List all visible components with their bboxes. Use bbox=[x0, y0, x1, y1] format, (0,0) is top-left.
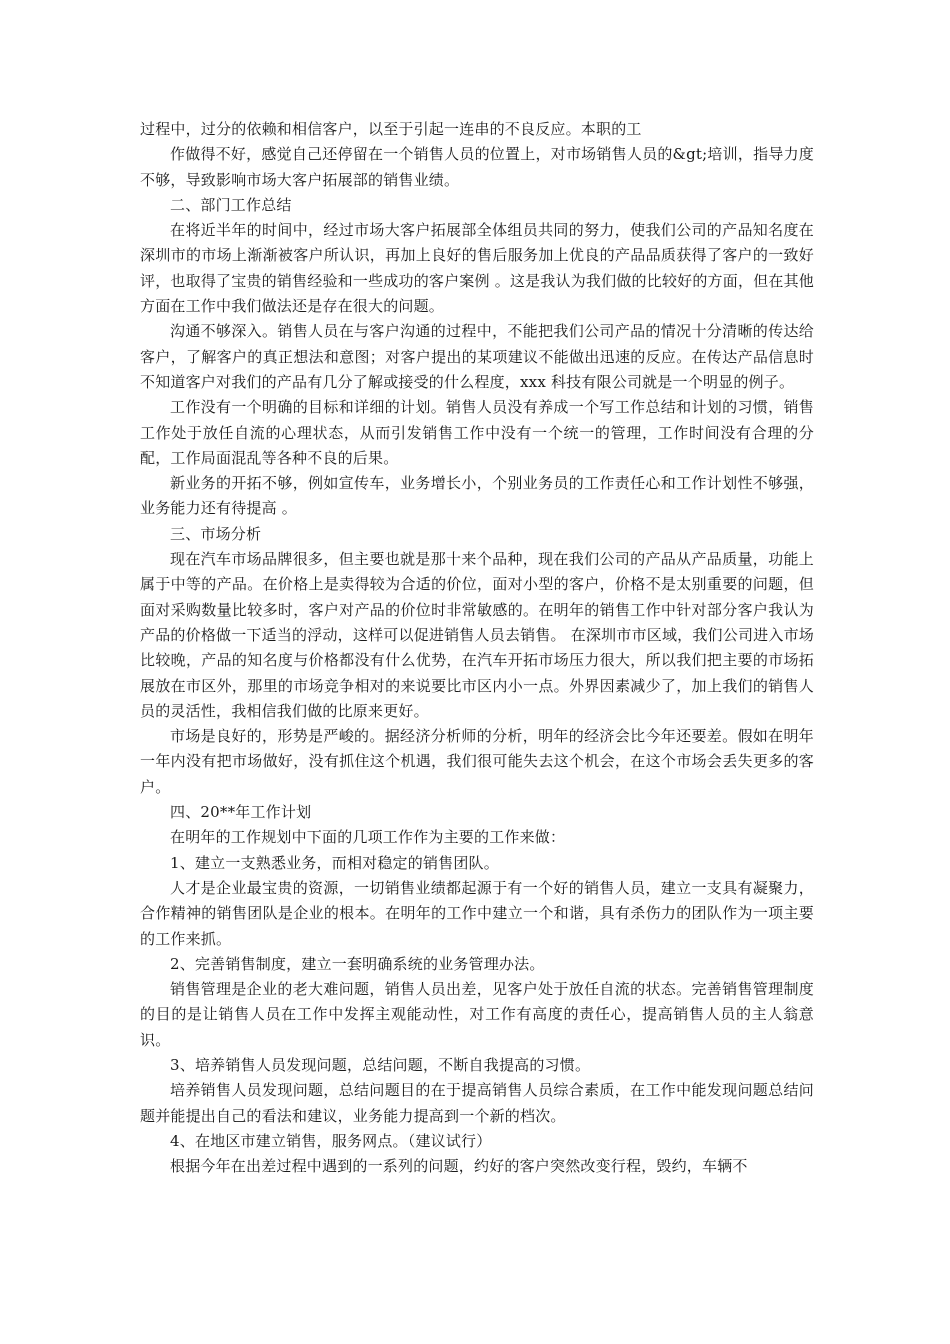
paragraph: 在将近半年的时间中，经过市场大客户拓展部全体组员共同的努力，使我们公司的产品知名度在深圳市的市场上渐渐被客户所认识，再加上良好的售后服务加上优良的产品品质获得了客户的一致好评，也取得了宝贵的销售经验和一些成功的客户案例 。这是我认为我们做的比较好的方面，但在其他方面在工作中我们做法还是存在很大的问题。 bbox=[140, 221, 814, 316]
list-item-heading: 3、培养销售人员发现问题，总结问题，不断自我提高的习惯。 bbox=[170, 1055, 591, 1074]
paragraph: 在明年的工作规划中下面的几项工作作为主要的工作来做： bbox=[170, 828, 566, 847]
paragraph: 销售管理是企业的老大难问题，销售人员出差，见客户处于放任自流的状态。完善销售管理制度的目的是让销售人员在工作中发挥主观能动性，对工作有高度的责任心，提高销售人员的主人翁意识。 bbox=[140, 980, 814, 1049]
list-item-heading: 4、在地区市建立销售，服务网点。（建议试行） bbox=[170, 1131, 492, 1150]
paragraph: 市场是良好的，形势是严峻的。据经济分析师的分析，明年的经济会比今年还要差。假如在明年一年内没有把市场做好，没有抓住这个机遇，我们很可能失去这个机会，在这个市场会丢失更多的客户。 bbox=[140, 727, 814, 796]
paragraph: 作做得不好，感觉自己还停留在一个销售人员的位置上，对市场销售人员的&gt;培训，指导力度不够，导致影响市场大客户拓展部的销售业绩。 bbox=[140, 145, 814, 189]
paragraph-continuation: 过程中，过分的依赖和相信客户，以至于引起一连串的不良反应。本职的工 bbox=[140, 120, 642, 138]
paragraph: 沟通不够深入。销售人员在与客户沟通的过程中，不能把我们公司产品的情况十分清晰的传达给客户，了解客户的真正想法和意图；对客户提出的某项建议不能做出迅速的反应。在传达产品信息时不知道客户对我们的产品有几分了解或接受的什么程度，xxx 科技有限公司就是一个明显的例子。 bbox=[140, 322, 814, 391]
paragraph: 根据今年在出差过程中遇到的一系列的问题，约好的客户突然改变行程，毁约，车辆不 bbox=[170, 1157, 748, 1176]
section-heading: 三、市场分析 bbox=[170, 524, 262, 543]
section-heading: 四、20**年工作计划 bbox=[170, 803, 312, 822]
paragraph: 现在汽车市场品牌很多，但主要也就是那十来个品种，现在我们公司的产品从产品质量，功能上属于中等的产品。在价格上是卖得较为合适的价位，面对小型的客户，价格不是太别重要的问题，但面对采购数量比较多时，客户对产品的价位时非常敏感的。在明年的销售工作中针对部分客户我认为产品的价格做一下适当的浮动，这样可以促进销售人员去销售。 在深圳市市区域，我们公司进入市场比较晚，产品的知名度与价格都没有什么优势，在汽车开拓市场压力很大，所以我们把主要的市场拓展放在市区外，那里的市场竞争相对的来说要比市区内小一点。外界因素减少了，加上我们的销售人员的灵活性，我相信我们做的比原来更好。 bbox=[140, 550, 814, 720]
paragraph: 新业务的开拓不够，例如宣传车，业务增长小，个别业务员的工作责任心和工作计划性不够强，业务能力还有待提高 。 bbox=[140, 474, 814, 518]
list-item-heading: 2、完善销售制度，建立一套明确系统的业务管理办法。 bbox=[170, 954, 545, 973]
paragraph: 培养销售人员发现问题，总结问题目的在于提高销售人员综合素质，在工作中能发现问题总结问题并能提出自己的看法和建议，业务能力提高到一个新的档次。 bbox=[140, 1081, 814, 1125]
list-item-heading: 1、建立一支熟悉业务，而相对稳定的销售团队。 bbox=[170, 853, 499, 872]
paragraph: 工作没有一个明确的目标和详细的计划。销售人员没有养成一个写工作总结和计划的习惯，销售工作处于放任自流的心理状态，从而引发销售工作中没有一个统一的管理，工作时间没有合理的分配，工作局面混乱等各种不良的后果。 bbox=[140, 398, 814, 467]
section-heading: 二、部门工作总结 bbox=[170, 195, 292, 214]
paragraph: 人才是企业最宝贵的资源，一切销售业绩都起源于有一个好的销售人员，建立一支具有凝聚力，合作精神的销售团队是企业的根本。在明年的工作中建立一个和谐，具有杀伤力的团队作为一项主要的工作来抓。 bbox=[140, 878, 814, 948]
document-body bbox=[140, 117, 814, 1179]
